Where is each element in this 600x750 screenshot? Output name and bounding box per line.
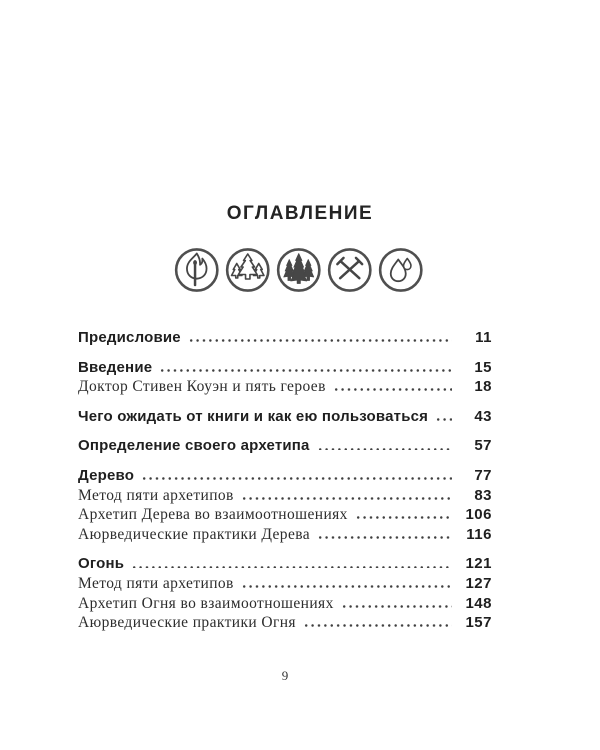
water-drops-icon <box>378 247 424 293</box>
fir-tree-icon <box>225 247 271 293</box>
toc-entry <box>78 575 492 595</box>
toc-entry-page: 43 <box>474 407 492 425</box>
toc-group <box>78 555 492 633</box>
dot-leader <box>241 585 452 588</box>
toc-entry <box>78 555 492 575</box>
page-title: ОГЛАВЛЕНИЕ <box>226 203 374 224</box>
toc-entry-label: Определение своего архетипа <box>78 437 310 455</box>
dot-leader <box>317 536 452 539</box>
folio-page-number: 9 <box>281 668 289 683</box>
dot-leader <box>131 566 452 569</box>
toc-entry-label: Архетип Огня во взаимоотношениях <box>78 594 334 612</box>
toc-entry-label: Предисловие <box>78 329 181 346</box>
toc-group <box>78 467 492 545</box>
dot-leader <box>141 477 452 480</box>
toc-entry-page: 83 <box>474 486 492 504</box>
toc-group <box>78 359 492 398</box>
toc-entry <box>78 408 492 428</box>
toc-entry-label: Доктор Стивен Коуэн и пять героев <box>78 378 326 396</box>
toc-entry <box>78 487 492 507</box>
toc-entry-label: Дерево <box>78 466 135 484</box>
toc-entry <box>78 595 492 615</box>
toc-entry-page: 18 <box>474 378 492 396</box>
toc-entry <box>78 614 492 634</box>
dot-leader <box>303 624 452 627</box>
toc-entry <box>78 437 492 457</box>
toc-group <box>78 408 492 428</box>
toc-entry <box>78 378 492 398</box>
toc-entry-label: Огонь <box>78 555 125 573</box>
element-icons-row <box>174 247 424 293</box>
toc-entry-page: 127 <box>465 574 492 592</box>
toc-entry-page: 121 <box>465 555 492 573</box>
dot-leader <box>333 388 452 391</box>
toc-entry-page: 15 <box>474 358 492 376</box>
toc-entry-label: Аюрведические практики Огня <box>78 614 296 632</box>
dot-leader <box>241 497 452 500</box>
toc-entry-page: 11 <box>475 329 492 346</box>
forest-icon <box>276 247 322 293</box>
dot-leader <box>159 369 452 372</box>
dot-leader <box>355 516 452 519</box>
dot-leader <box>188 339 452 342</box>
toc-entry-label: Введение <box>78 358 153 376</box>
toc-entry-page: 57 <box>474 437 492 455</box>
toc-entry-label: Аюрведические практики Дерева <box>78 525 311 543</box>
dot-leader <box>341 605 452 608</box>
toc-group <box>78 329 492 349</box>
toc-entry-page: 116 <box>466 525 492 543</box>
toc-entry-label: Метод пяти архетипов <box>78 486 234 504</box>
toc-entry <box>78 526 492 546</box>
toc-entry-page: 77 <box>474 466 492 484</box>
toc-entry-label: Чего ожидать от книги и как ею пользоваться <box>78 407 429 425</box>
toc-entry-label: Метод пяти архетипов <box>78 574 234 592</box>
toc-entry <box>78 506 492 526</box>
toc-entry-page: 157 <box>465 614 492 632</box>
toc-entry <box>78 467 492 487</box>
toc-entry <box>78 359 492 379</box>
dot-leader <box>435 418 452 421</box>
dot-leader <box>317 448 452 451</box>
toc-entry-label: Архетип Дерева во взаимоотношениях <box>78 506 348 524</box>
toc-group <box>78 437 492 457</box>
toc-entry-page: 106 <box>465 506 492 524</box>
crossed-nails-icon <box>327 247 373 293</box>
toc-entry-page: 148 <box>465 594 492 612</box>
toc-list <box>78 329 492 644</box>
toc-entry <box>78 329 492 349</box>
match-flame-icon <box>174 247 220 293</box>
